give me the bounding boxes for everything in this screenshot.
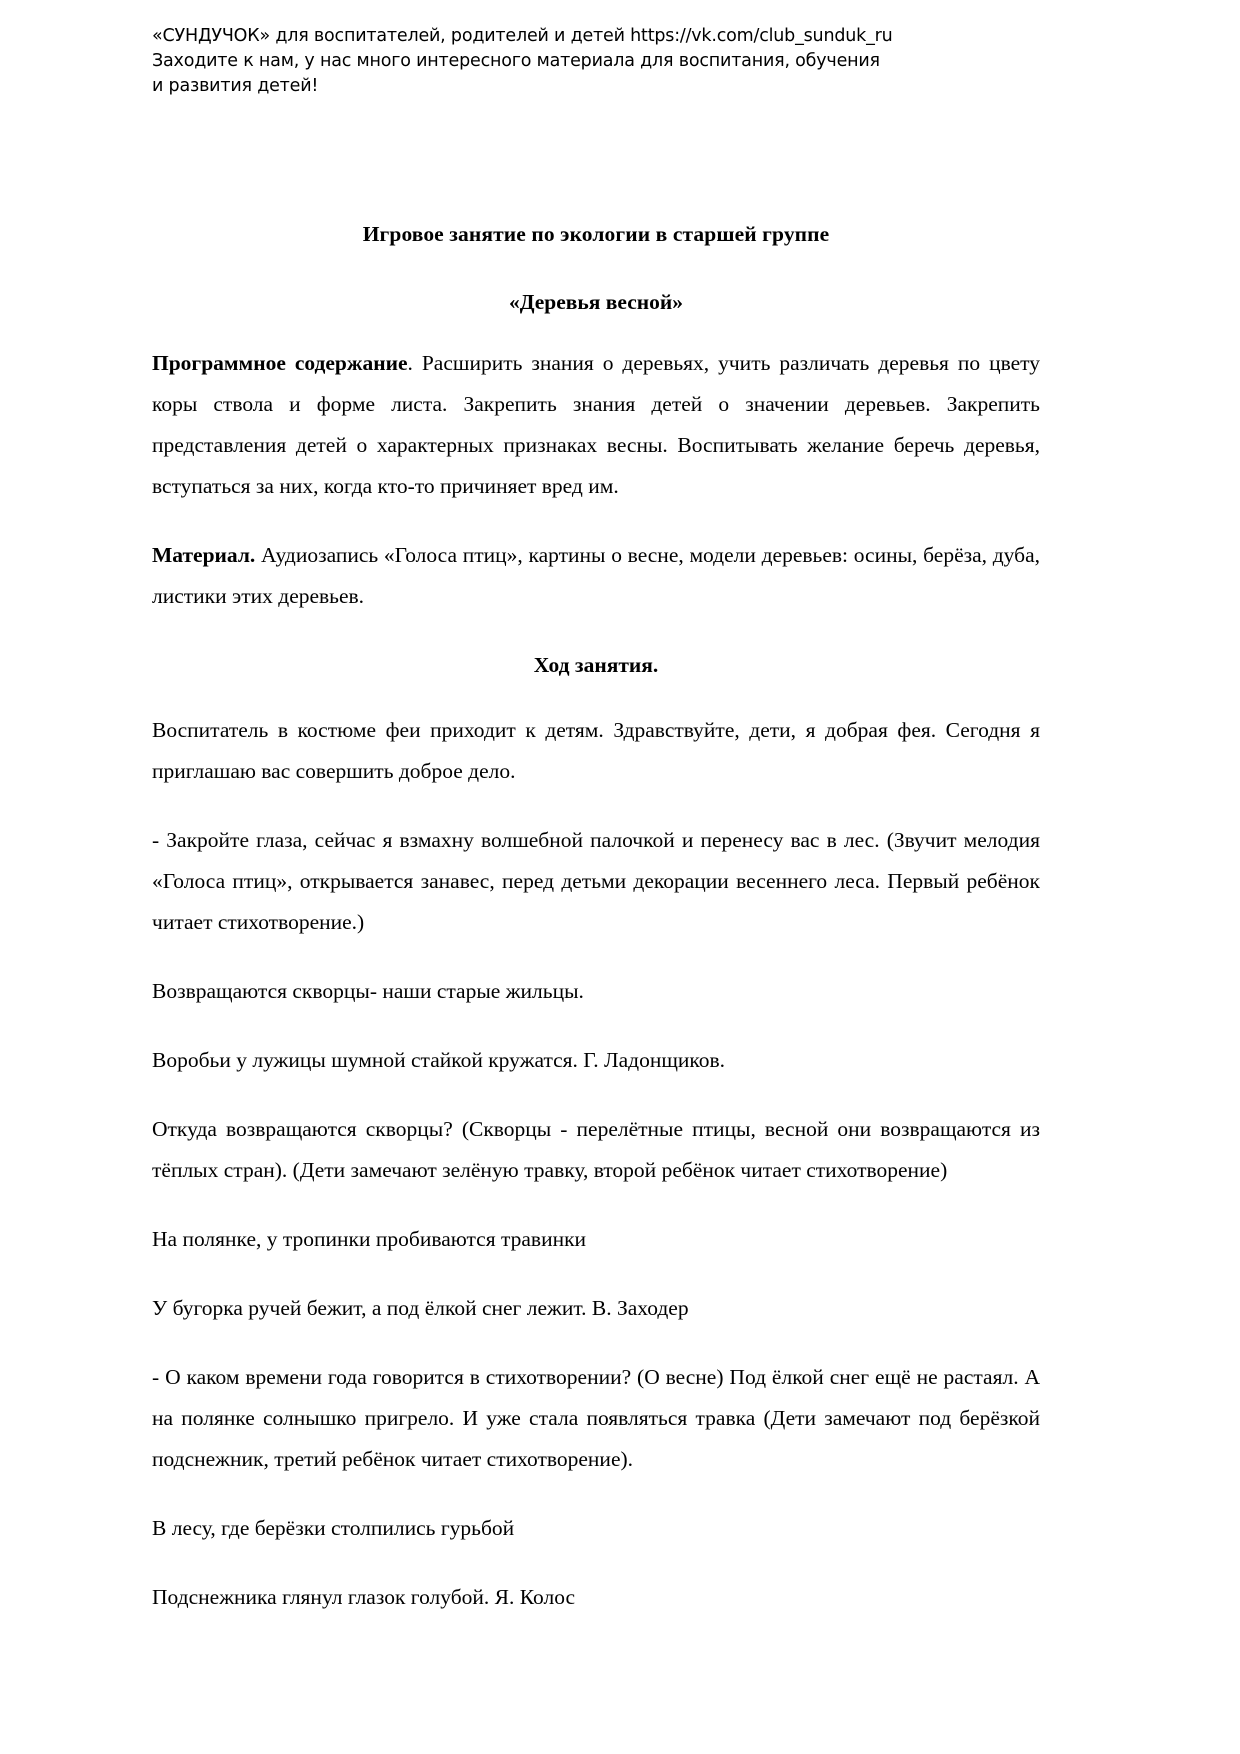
paragraph-program-content — [152, 315, 1040, 507]
material-label: Материал. — [152, 543, 256, 567]
promo-header — [152, 24, 1102, 99]
paragraph-body: - О каком времени года говорится в стихотворении? (О весне) Под ёлкой снег ещё не растаял. А на полянке солнышко пригрело. И уже стала появляться травка (Дети замечают под берёзкой подснежник, третий ребёнок читает стихотворение). — [152, 1365, 1040, 1471]
promo-header-line-3: и развития детей! — [152, 76, 319, 96]
paragraph-body: На полянке, у тропинки пробиваются травинки — [152, 1227, 587, 1251]
paragraph-body: Воспитатель в костюме феи приходит к детям. Здравствуйте, дети, я добрая фея. Сегодня я приглашаю вас совершить доброе дело. — [152, 718, 1040, 783]
program-content-label: Программное содержание — [152, 351, 408, 375]
paragraph-body: Возвращаются скворцы- наши старые жильцы. — [152, 979, 584, 1003]
paragraph-material — [152, 507, 1040, 617]
document-title: Игровое занятие по экологии в старшей группе — [362, 222, 830, 246]
paragraph-body: Откуда возвращаются скворцы? (Скворцы - перелётные птицы, весной они возвращаются из тёплых стран). (Дети замечают зелёную травку, второй ребёнок читает стихотворение) — [152, 1117, 1040, 1182]
promo-header-line-1: «СУНДУЧОК» для воспитателей, родителей и детей https://vk.com/club_sunduk_ru — [152, 26, 893, 46]
document-body — [152, 208, 1040, 1618]
paragraph-body: Воробьи у лужицы шумной стайкой кружатся. Г. Ладонщиков. — [152, 1048, 726, 1072]
paragraph-body: Подснежника глянул глазок голубой. Я. Колос — [152, 1585, 576, 1609]
paragraph-body: - Закройте глаза, сейчас я взмахну волшебной палочкой и перенесу вас в лес. (Звучит мелодия «Голоса птиц», открывается занавес, перед детьми декорации весеннего леса. Первый ребёнок читает стихотворение.) — [152, 828, 1040, 934]
paragraph-body: В лесу, где берёзки столпились гурьбой — [152, 1516, 515, 1540]
promo-header-line-2: Заходите к нам, у нас много интересного материала для воспитания, обучения — [152, 51, 880, 71]
paragraph-body: У бугорка ручей бежит, а под ёлкой снег лежит. В. Заходер — [152, 1296, 689, 1320]
material-text: Аудиозапись «Голоса птиц», картины о весне, модели деревьев: осины, берёза, дуба, листики этих деревьев. — [152, 543, 1040, 608]
lesson-flow-heading: Ход занятия. — [533, 653, 659, 677]
document-subtitle: «Деревья весной» — [508, 290, 684, 314]
program-content-text: . Расширить знания о деревьях, учить различать деревья по цвету коры ствола и форме листа. Закрепить знания детей о значении деревьев. Закрепить представления детей о характерных признаках весны. Воспитывать желание беречь деревья, вступаться за них, когда кто-то причиняет вред им. — [152, 351, 1041, 498]
